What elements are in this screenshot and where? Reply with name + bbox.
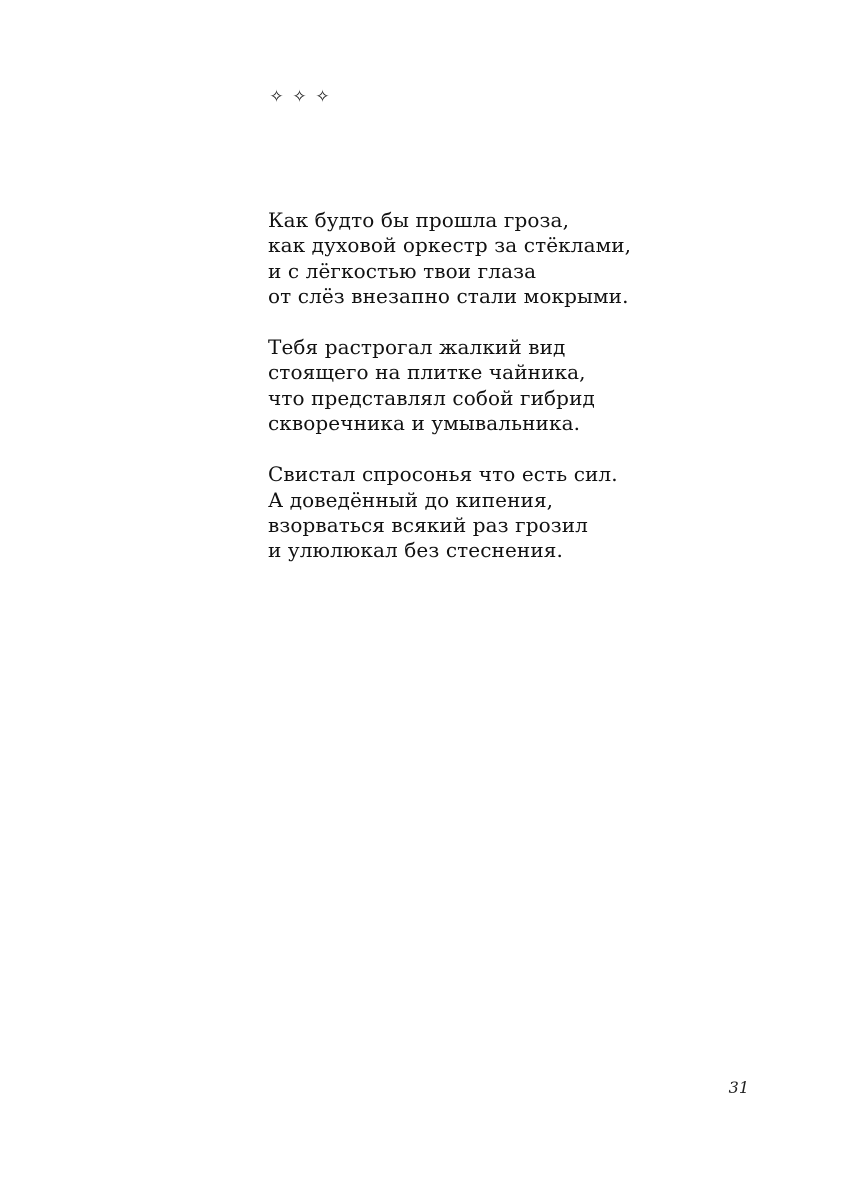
stanza-1 — [268, 208, 688, 309]
poem-line: взорваться всякий раз грозил — [268, 512, 588, 537]
poem-line: что представлял собой гибрид — [268, 385, 595, 410]
poem-line: Как будто бы прошла гроза, — [268, 208, 570, 232]
star-icon: ✧ — [269, 87, 284, 107]
section-ornament — [268, 86, 331, 108]
star-icon: ✧ — [292, 87, 307, 107]
poem-line: и улюлюкал без стеснения. — [268, 538, 563, 563]
poem-line: А доведённый до кипения, — [268, 487, 554, 512]
poem-line: как духовой оркестр за стёклами, — [268, 233, 632, 258]
stanza-2 — [268, 335, 688, 436]
poem-line: скворечника и умывальника. — [268, 411, 581, 436]
poem-line: от слёз внезапно стали мокрыми. — [268, 283, 629, 308]
star-icon: ✧ — [315, 87, 330, 107]
stanza-3 — [268, 462, 688, 563]
page-number: 31 — [728, 1078, 749, 1097]
poem-line: Свистал спросонья что есть сил. — [268, 462, 618, 487]
poem-line: стоящего на плитке чайника, — [268, 360, 586, 385]
poem-line: Тебя растрогал жалкий вид — [268, 335, 566, 360]
poem-line: и с лёгкостью твои глаза — [268, 258, 537, 283]
poem-text — [268, 208, 688, 590]
